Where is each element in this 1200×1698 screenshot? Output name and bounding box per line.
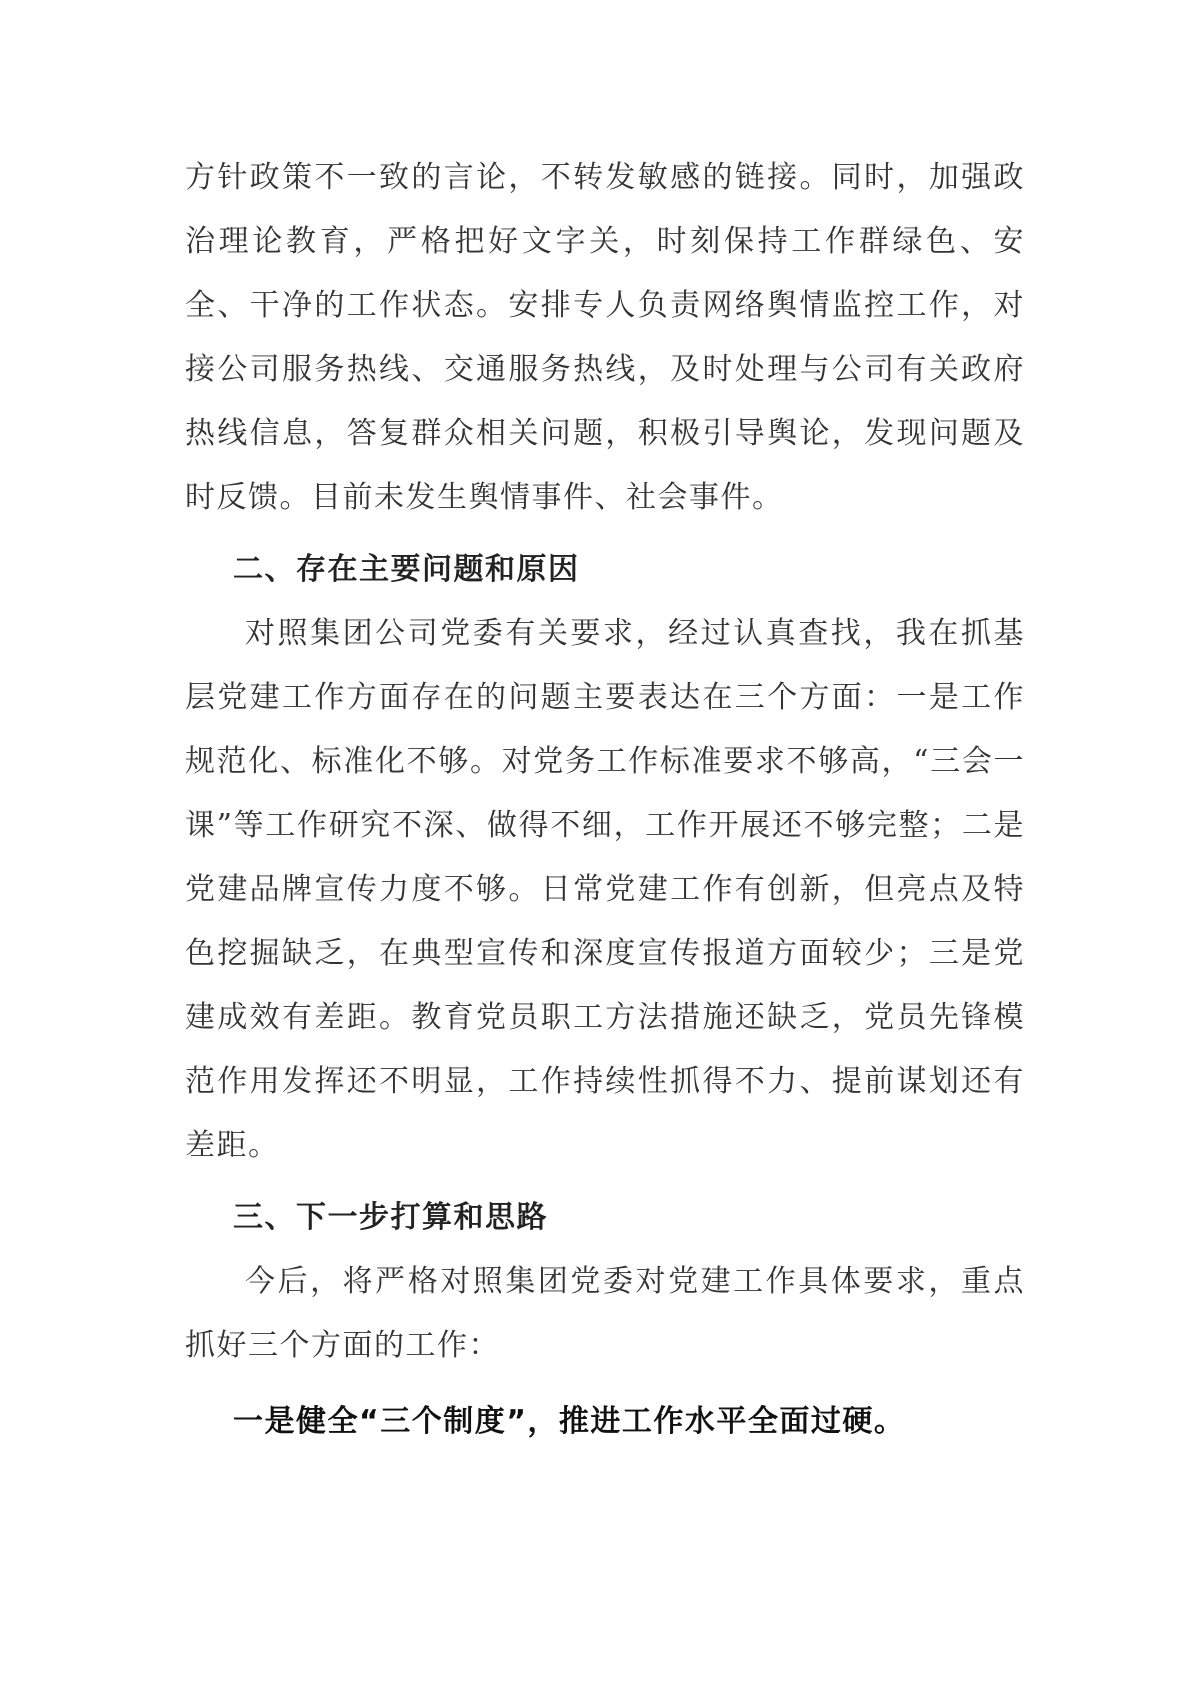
paragraph-next-steps: 今后，将严格对照集团党委对党建工作具体要求，重点抓好三个方面的工作： xyxy=(185,1264,1025,1363)
paragraph-problems: 对照集团公司党委有关要求，经过认真查找，我在抓基层党建工作方面存在的问题主要表达在三个方面：一是工作规范化、标准化不够。对党务工作标准要求不够高，“三会一课”等工作研究不深、做得不细，工作开展还不够完整；二是党建品牌宣传力度不够。日常党建工作有创新，但亮点及特色挖掘缺乏，在典型宣传和深度宣传报道方面较少；三是党建成效有差距。教育党员职工方法措施还缺乏，党员先锋模范作用发挥还不明显，工作持续性抓得不力、提前谋划还有差距。 xyxy=(185,616,1025,1163)
document-body xyxy=(185,146,1025,1454)
section-heading-next-steps: 三、下一步打算和思路 xyxy=(233,1200,548,1235)
subsection-heading-three-systems: 一是健全“三个制度”，推进工作水平全面过硬。 xyxy=(233,1404,906,1439)
paragraph-continued: 方针政策不一致的言论，不转发敏感的链接。同时，加强政治理论教育，严格把好文字关，时刻保持工作群绿色、安全、干净的工作状态。安排专人负责网络舆情监控工作，对接公司服务热线、交通服务热线，及时处理与公司有关政府热线信息，答复群众相关问题，积极引导舆论，发现问题及时反馈。目前未发生舆情事件、社会事件。 xyxy=(185,160,1025,515)
section-heading-problems: 二、存在主要问题和原因 xyxy=(233,552,580,587)
